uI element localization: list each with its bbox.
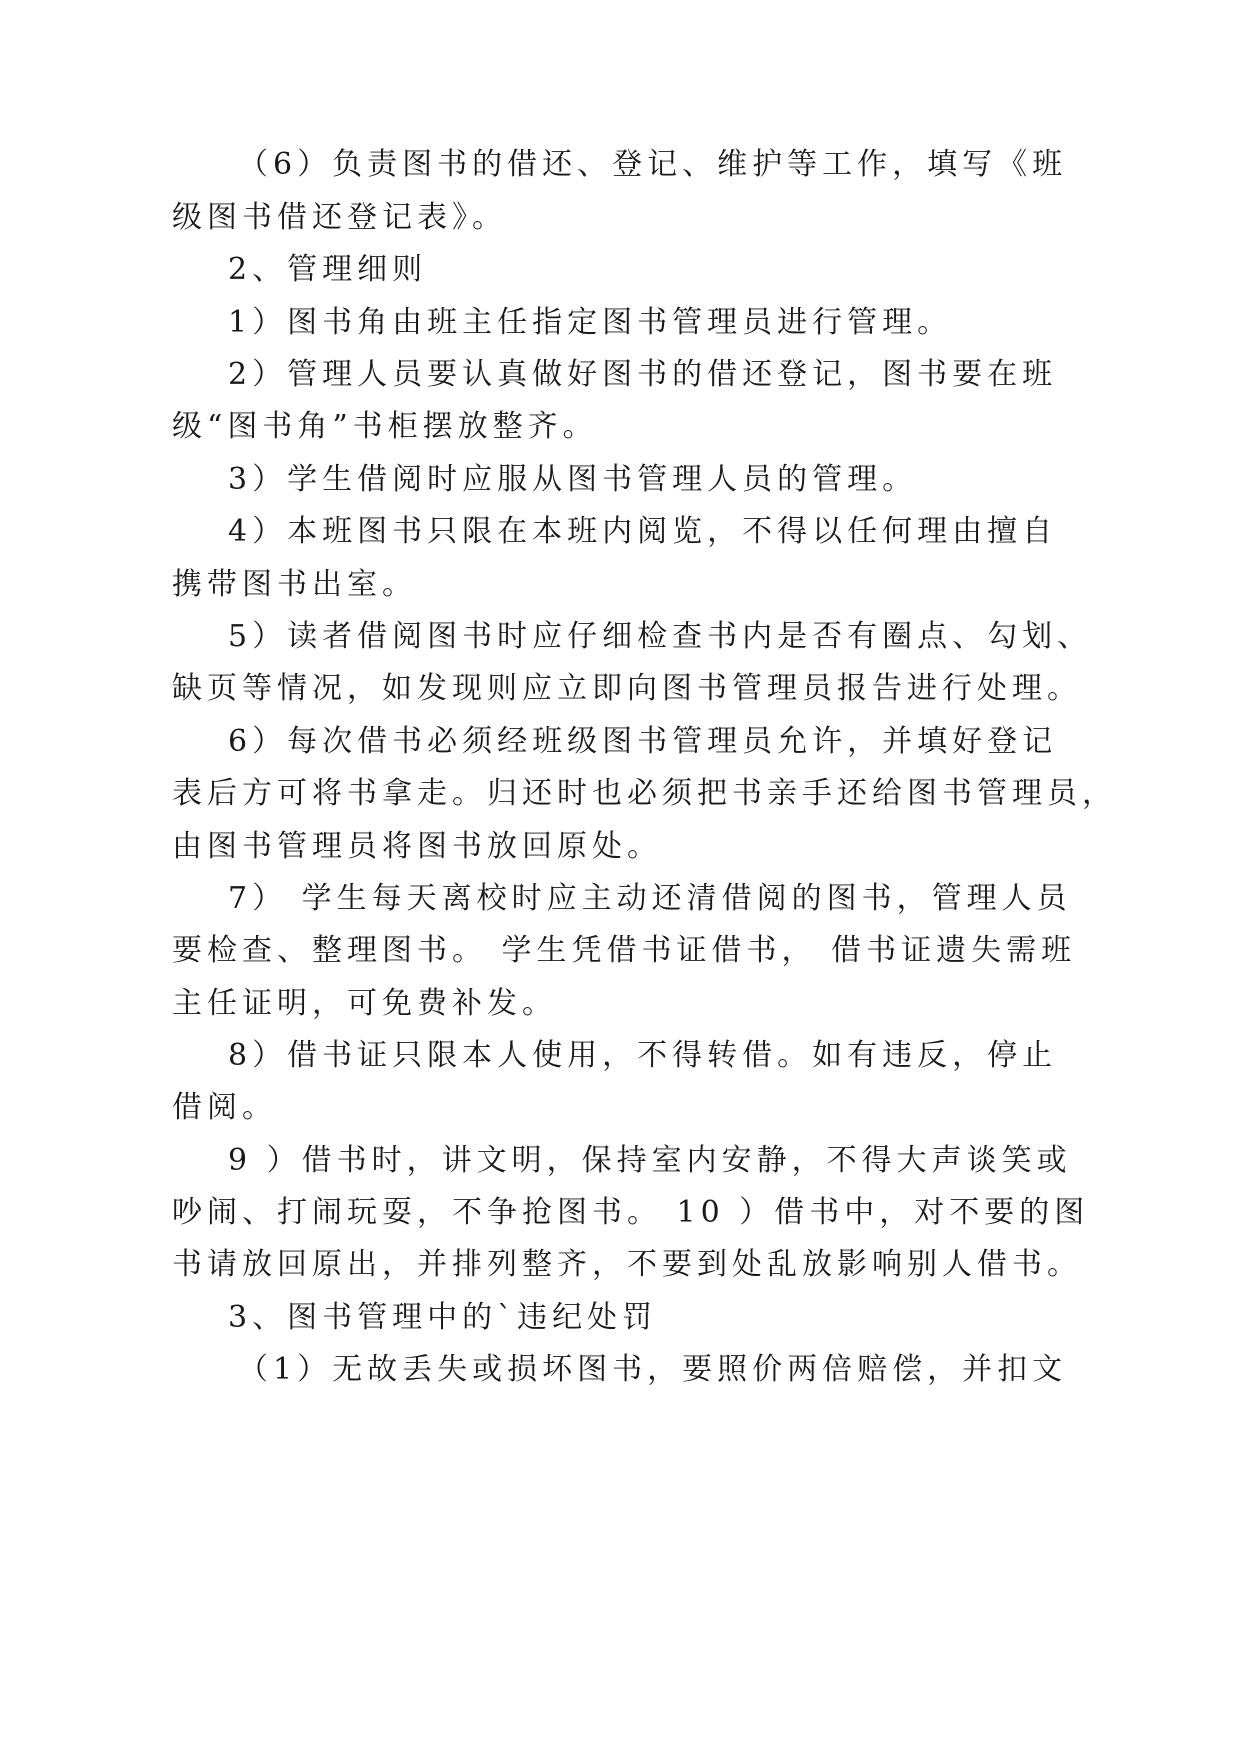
document-line: 表后方可将书拿走。归还时也必须把书亲手还给图书管理员， — [172, 776, 1117, 811]
document-line: 8）借书证只限本人使用，不得转借。如有违反，停止 — [228, 1038, 1058, 1073]
document-line: 1）图书角由班主任指定图书管理员进行管理。 — [228, 305, 953, 340]
document-line: 携带图书出室。 — [172, 567, 417, 602]
document-line: 4）本班图书只限在本班内阅览，不得以任何理由擅自 — [228, 514, 1058, 549]
document-line: 5）读者借阅图书时应仔细检查书内是否有圈点、勾划、 — [228, 619, 1093, 654]
document-line: 7） 学生每天离校时应主动还清借阅的图书，管理人员 — [228, 881, 1072, 916]
section-heading: 3、图书管理中的`违纪处罚 — [228, 1300, 658, 1335]
document-line: 吵闹、打闹玩耍，不争抢图书。 10 ）借书中，对不要的图 — [172, 1195, 1090, 1230]
document-line: 书请放回原出，并排列整齐，不要到处乱放影响别人借书。 — [172, 1247, 1082, 1282]
document-line: 借阅。 — [172, 1090, 277, 1125]
document-line: （6）负责图书的借还、登记、维护等工作，填写《班 — [238, 147, 1068, 182]
document-line: 3）学生借阅时应服从图书管理人员的管理。 — [228, 462, 918, 497]
document-line: 9 ）借书时，讲文明，保持室内安静，不得大声谈笑或 — [228, 1143, 1072, 1178]
document-line: 2）管理人员要认真做好图书的借还登记，图书要在班 — [228, 357, 1058, 392]
document-line: 要检查、整理图书。 学生凭借书证借书， 借书证遗失需班 — [172, 933, 1077, 968]
document-line: 6）每次借书必须经班级图书管理员允许，并填好登记 — [228, 724, 1058, 759]
document-line: 主任证明，可免费补发。 — [172, 986, 557, 1021]
document-line: 缺页等情况，如发现则应立即向图书管理员报告进行处理。 — [172, 671, 1082, 706]
document-line: （1）无故丢失或损坏图书，要照价两倍赔偿，并扣文 — [238, 1352, 1068, 1387]
document-line: 级图书借还登记表》。 — [172, 200, 507, 235]
document-line: 由图书管理员将图书放回原处。 — [172, 829, 662, 864]
section-heading: 2、管理细则 — [228, 252, 428, 287]
document-line: 级“图书角”书柜摆放整齐。 — [172, 409, 598, 444]
